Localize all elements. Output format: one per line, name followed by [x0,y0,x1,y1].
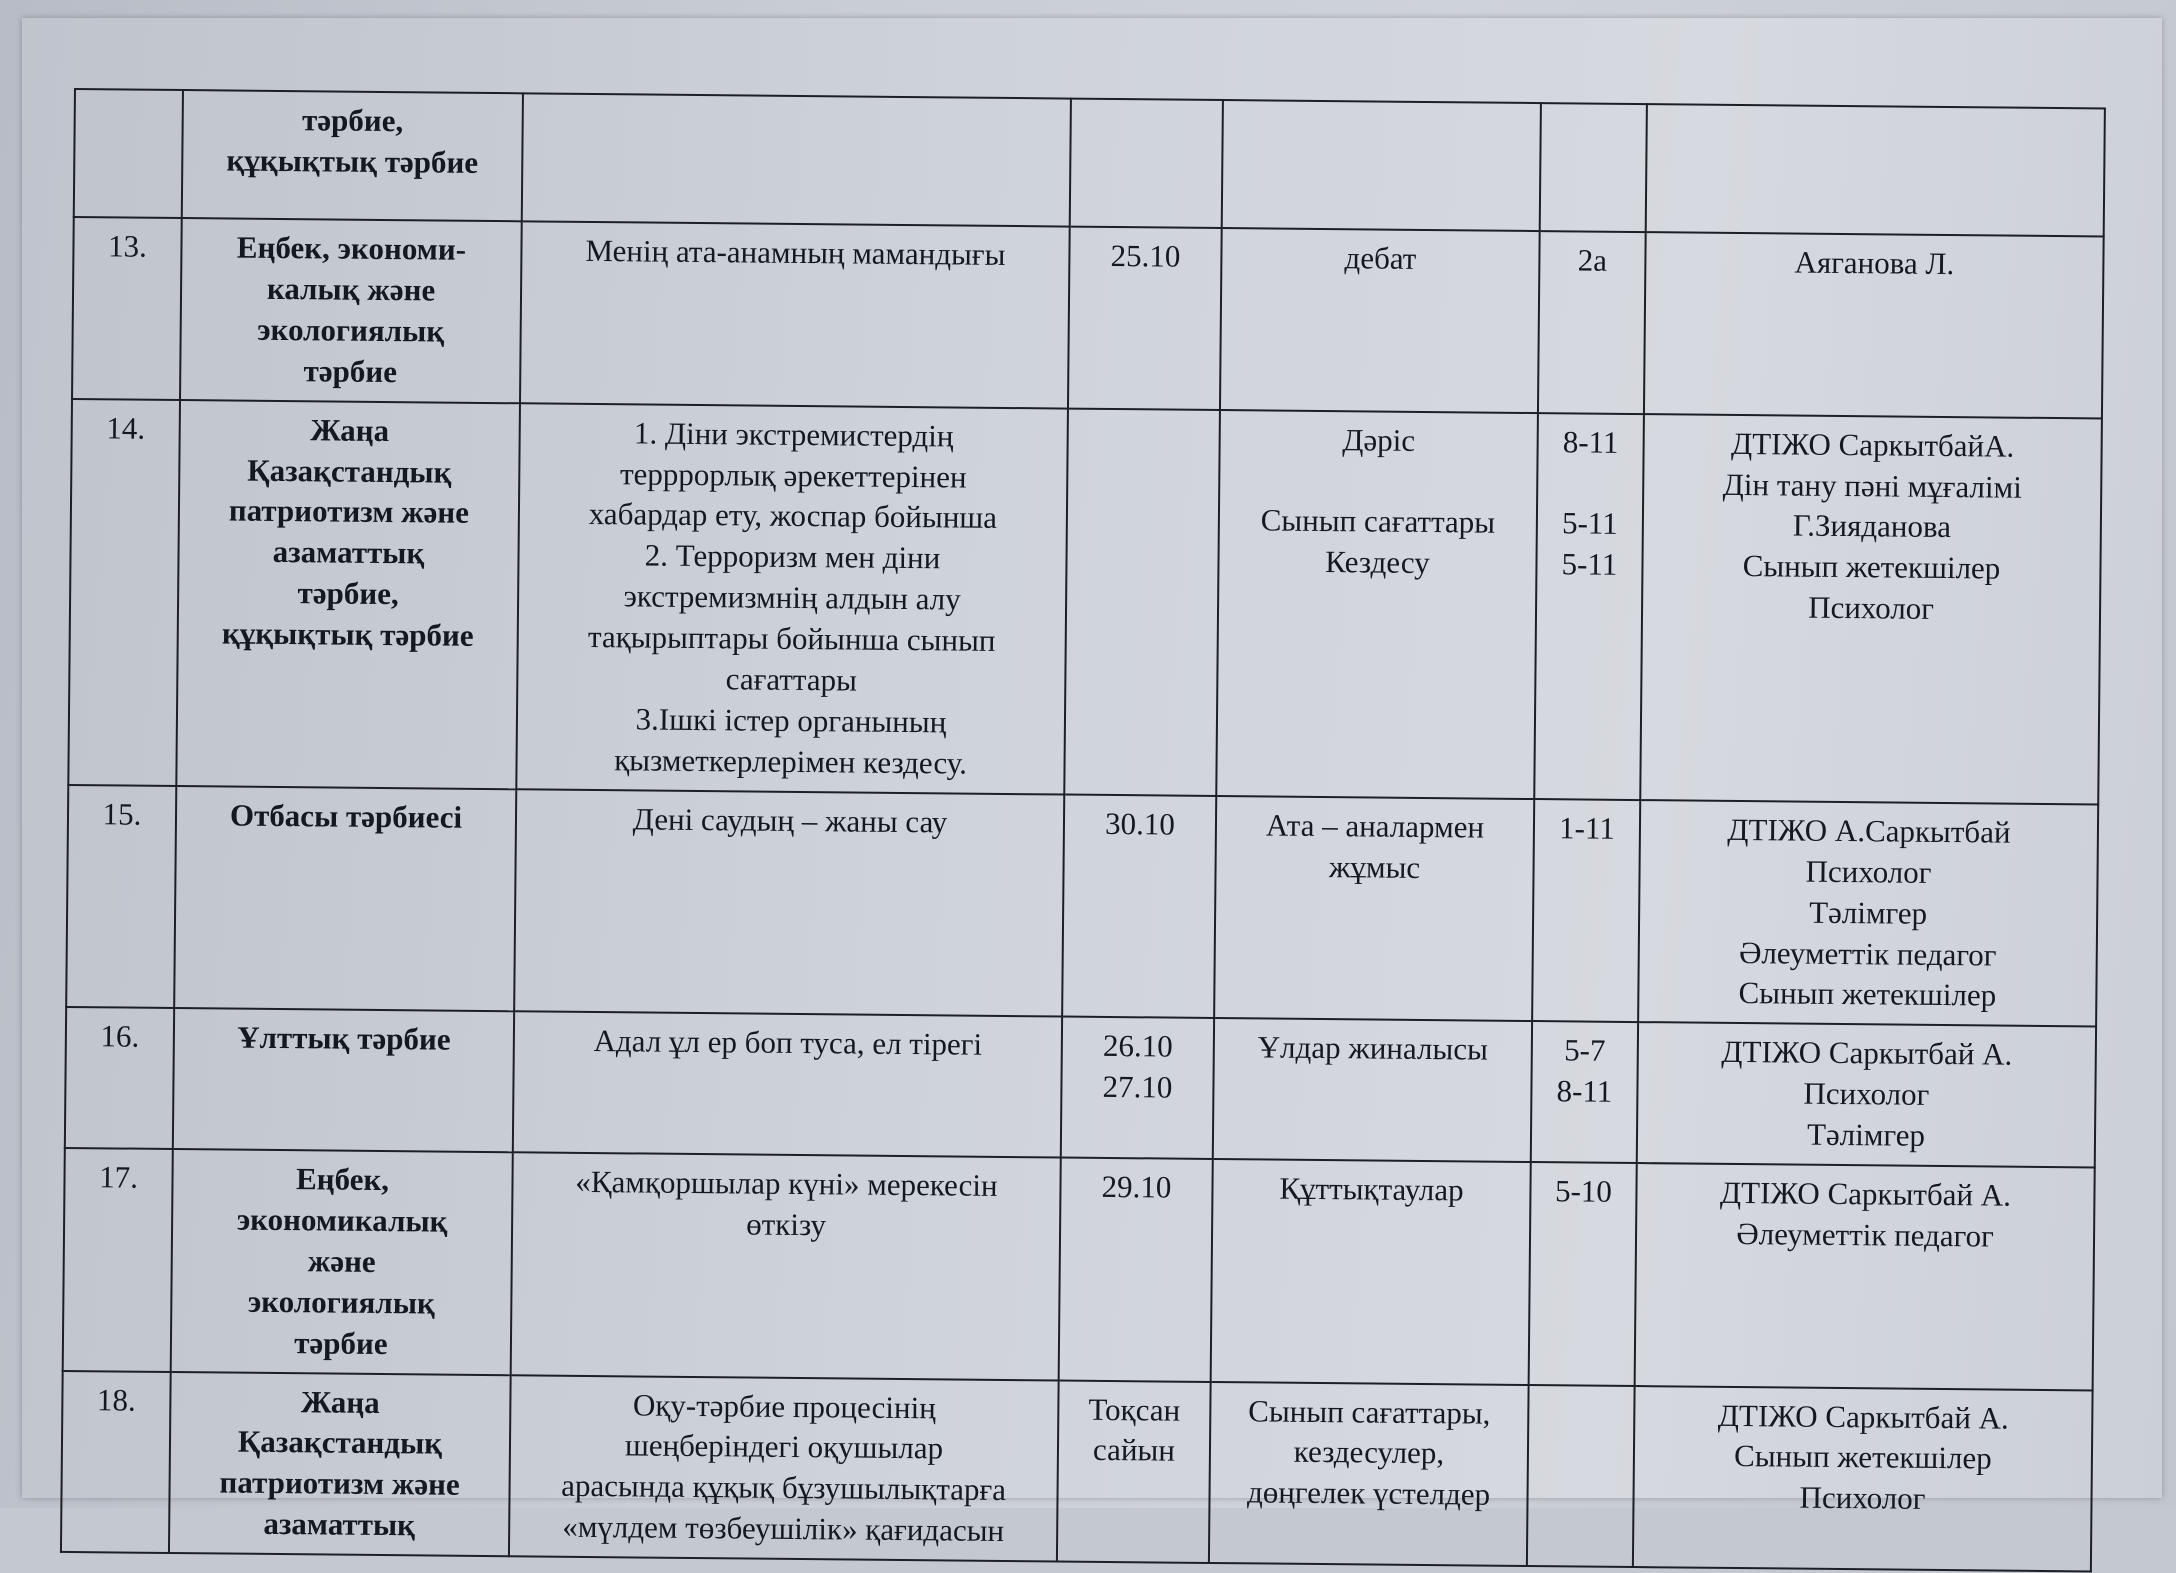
direction-cell: Еңбек, экономи- калық және экологиялық тәрбие [180,218,522,403]
date-cell [1064,408,1220,796]
topic-cell: «Қамқоршылар күні» мерекесін өткізу [511,1152,1061,1380]
row-number: 14. [68,399,180,786]
form-cell: дебат [1220,228,1540,413]
date-cell: 29.10 [1059,1158,1213,1382]
table-row [61,1371,2093,1572]
date-cell: 26.10 27.10 [1061,1017,1214,1159]
table-row [65,1007,2096,1167]
form-cell [1222,100,1541,231]
row-number: 18. [61,1371,171,1554]
responsible-cell: ДТІЖО А.Саркытбай Психолог Тәлімгер Әлеуметтік педагог Сынып жетекшілер [1638,800,2098,1027]
topic-cell: Оқу-тәрбие процесінің шеңберіндегі оқушылар арасында құқық бұзушылықтарға «мүлдем төзбеушілік» қағидасын [509,1375,1059,1562]
direction-cell: Еңбек, экономикалық және экологиялық тәрбие [171,1149,513,1375]
direction-cell: тәрбие, құқықтық тәрбие [182,90,523,221]
row-number: 15. [66,785,176,1009]
grades-cell: 8-11 5-11 5-11 [1534,413,1644,800]
table-row [66,785,2098,1027]
responsible-cell: ДТІЖО СаркытбайА. Дін тану пәні мұғалімі Г.Зияданова Сынып жетекшілер Психолог [1640,414,2102,805]
form-cell: Құттықтаулар [1211,1159,1531,1385]
events-plan-table [60,88,2106,1573]
responsible-cell: Аяганова Л. [1644,232,2104,418]
row-number: 17. [63,1148,173,1372]
grades-cell: 5-10 [1529,1162,1637,1386]
row-number: 16. [65,1007,174,1149]
direction-cell: Отбасы тәрбиесі [174,786,516,1012]
grades-cell [1540,103,1647,232]
table-row [68,399,2102,805]
topic-cell: Менің ата-анамның мамандығы [520,221,1070,408]
form-cell: Сынып сағаттары, кездесулер, дөңгелек үстелдер [1209,1382,1529,1567]
grades-cell: 1-11 [1532,799,1640,1023]
date-cell: Тоқсан сайын [1057,1380,1211,1563]
grades-cell [1527,1385,1635,1568]
grades-cell: 5-7 8-11 [1531,1021,1638,1163]
responsible-cell: ДТІЖО Саркытбай А. Психолог Тәлімгер [1637,1022,2096,1167]
responsible-cell [1646,104,2105,236]
topic-cell: 1. Діни экстремистердің терррорлық әрекеттерінен хабардар ету, жоспар бойынша 2. Терроризм мен діни экстремизмнің алдын алу тақырыптары бойынша сынып сағаттары 3.Ішкі істер органының қызметкерлерімен кездесу. [516,403,1068,794]
row-number [74,89,183,218]
date-cell: 30.10 [1062,794,1216,1018]
form-cell: Ұлдар жиналысы [1213,1018,1532,1162]
table-row [72,217,2104,418]
direction-cell: Жаңа Қазақстандық патриотизм және азаматтық [169,1372,511,1557]
table-row [63,1148,2095,1390]
row-number: 13. [72,217,182,400]
document-page [22,18,2162,1549]
responsible-cell: ДТІЖО Саркытбай А. Сынып жетекшілер Психолог [1633,1386,2093,1572]
table-row [74,89,2105,236]
topic-cell [522,93,1071,226]
form-cell: Ата – аналармен жұмыс [1214,796,1534,1022]
responsible-cell: ДТІЖО Саркытбай А. Әлеуметтік педагог [1635,1163,2095,1390]
grades-cell: 2а [1538,231,1646,414]
date-cell: 25.10 [1068,227,1222,410]
date-cell [1070,99,1223,228]
direction-cell: Жаңа Қазақстандық патриотизм және азаматтық тәрбие, құқықтық тәрбие [176,400,520,789]
topic-cell: Адал ұл ер боп туса, ел тірегі [513,1012,1062,1158]
topic-cell: Дені саудың – жаны сау [514,789,1064,1017]
form-cell: Дәріс Сынып сағаттары Кездесу [1216,410,1538,799]
direction-cell: Ұлттық тәрбие [173,1008,514,1152]
